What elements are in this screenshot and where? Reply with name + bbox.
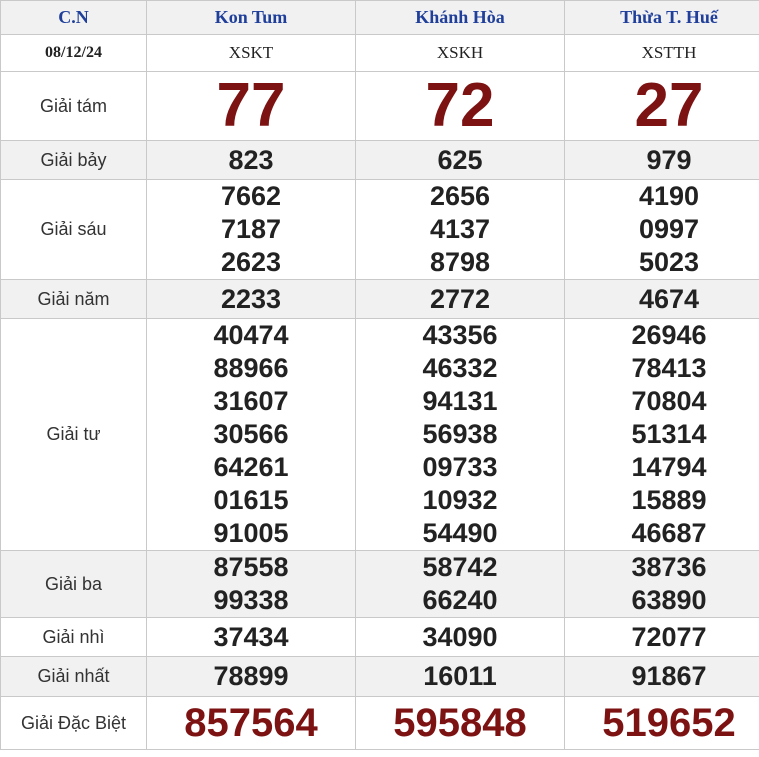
prize-label: Giải tư xyxy=(1,319,147,551)
prize-row-g3 xyxy=(1,551,759,618)
prize-number: 91005 xyxy=(213,518,289,548)
prize-number: 34090 xyxy=(356,618,565,657)
prize-label: Giải ba xyxy=(1,551,147,618)
special-prize-number: 857564 xyxy=(147,697,356,750)
prize-cell xyxy=(356,319,565,551)
code-thua-thien-hue: XSTTH xyxy=(565,35,759,72)
prize-label: Giải Đặc Biệt xyxy=(1,697,147,750)
prize-number: 979 xyxy=(565,141,759,180)
prize-number: 54490 xyxy=(422,518,498,548)
prize-number: 10932 xyxy=(422,485,498,515)
prize-number: 46687 xyxy=(631,518,707,548)
prize-number: 40474 xyxy=(213,320,289,350)
prize-number: 38736 xyxy=(631,552,707,582)
prize-row-g8 xyxy=(1,72,759,141)
special-prize-number: 519652 xyxy=(565,697,759,750)
prize-number: 14794 xyxy=(631,452,707,482)
prize-cell xyxy=(565,319,759,551)
prize-number: 8798 xyxy=(429,247,491,277)
prize-number: 88966 xyxy=(213,353,289,383)
special-prize-number: 595848 xyxy=(356,697,565,750)
prize-number: 46332 xyxy=(422,353,498,383)
prize-number: 51314 xyxy=(631,419,707,449)
prize-number: 4674 xyxy=(565,280,759,319)
prize-row-g2 xyxy=(1,618,759,657)
prize-number: 58742 xyxy=(422,552,498,582)
prize-number: 2772 xyxy=(356,280,565,319)
header-row xyxy=(1,1,759,35)
prize-number: 823 xyxy=(147,141,356,180)
prize-number: 01615 xyxy=(213,485,289,515)
prize-row-g1 xyxy=(1,657,759,697)
prize-label: Giải bảy xyxy=(1,141,147,180)
prize-row-g7 xyxy=(1,141,759,180)
prize-label: Giải sáu xyxy=(1,180,147,280)
prize-number: 87558 xyxy=(213,552,289,582)
prize-number: 94131 xyxy=(422,386,498,416)
prize-number: 64261 xyxy=(213,452,289,482)
province-thua-thien-hue-link[interactable]: Thừa T. Huế xyxy=(565,1,759,35)
province-khanh-hoa-link[interactable]: Khánh Hòa xyxy=(356,1,565,35)
prize-cell xyxy=(147,180,356,280)
prize-label: Giải tám xyxy=(1,72,147,141)
prize-number: 5023 xyxy=(638,247,700,277)
prize-label: Giải năm xyxy=(1,280,147,319)
prize-row-g6 xyxy=(1,180,759,280)
prize-cell xyxy=(565,551,759,618)
prize-number: 7187 xyxy=(220,214,282,244)
prize-number: 56938 xyxy=(422,419,498,449)
prize-number: 27 xyxy=(565,72,759,141)
prize-cell xyxy=(147,319,356,551)
date-code-row xyxy=(1,35,759,72)
prize-number: 16011 xyxy=(356,657,565,697)
prize-number: 30566 xyxy=(213,419,289,449)
prize-cell xyxy=(565,180,759,280)
province-kon-tum-link[interactable]: Kon Tum xyxy=(147,1,356,35)
prize-number: 26946 xyxy=(631,320,707,350)
prize-number: 0997 xyxy=(638,214,700,244)
prize-row-special xyxy=(1,697,759,750)
prize-label: Giải nhất xyxy=(1,657,147,697)
prize-number: 15889 xyxy=(631,485,707,515)
prize-row-g4 xyxy=(1,319,759,551)
prize-number: 2233 xyxy=(147,280,356,319)
prize-number: 70804 xyxy=(631,386,707,416)
prize-number: 2623 xyxy=(220,247,282,277)
prize-number: 4137 xyxy=(429,214,491,244)
prize-label: Giải nhì xyxy=(1,618,147,657)
code-khanh-hoa: XSKH xyxy=(356,35,565,72)
prize-number: 78899 xyxy=(147,657,356,697)
prize-number: 72077 xyxy=(565,618,759,657)
prize-number: 09733 xyxy=(422,452,498,482)
prize-number: 77 xyxy=(147,72,356,141)
prize-row-g5 xyxy=(1,280,759,319)
prize-number: 31607 xyxy=(213,386,289,416)
draw-date: 08/12/24 xyxy=(1,35,147,72)
prize-number: 66240 xyxy=(422,585,498,615)
prize-number: 4190 xyxy=(638,181,700,211)
prize-cell xyxy=(147,551,356,618)
prize-number: 43356 xyxy=(422,320,498,350)
prize-number: 625 xyxy=(356,141,565,180)
prize-number: 99338 xyxy=(213,585,289,615)
prize-number: 2656 xyxy=(429,181,491,211)
day-of-week: C.N xyxy=(1,1,147,35)
prize-number: 91867 xyxy=(565,657,759,697)
prize-number: 37434 xyxy=(147,618,356,657)
prize-number: 78413 xyxy=(631,353,707,383)
prize-number: 72 xyxy=(356,72,565,141)
prize-cell xyxy=(356,180,565,280)
code-kon-tum: XSKT xyxy=(147,35,356,72)
prize-cell xyxy=(356,551,565,618)
prize-number: 63890 xyxy=(631,585,707,615)
prize-number: 7662 xyxy=(220,181,282,211)
